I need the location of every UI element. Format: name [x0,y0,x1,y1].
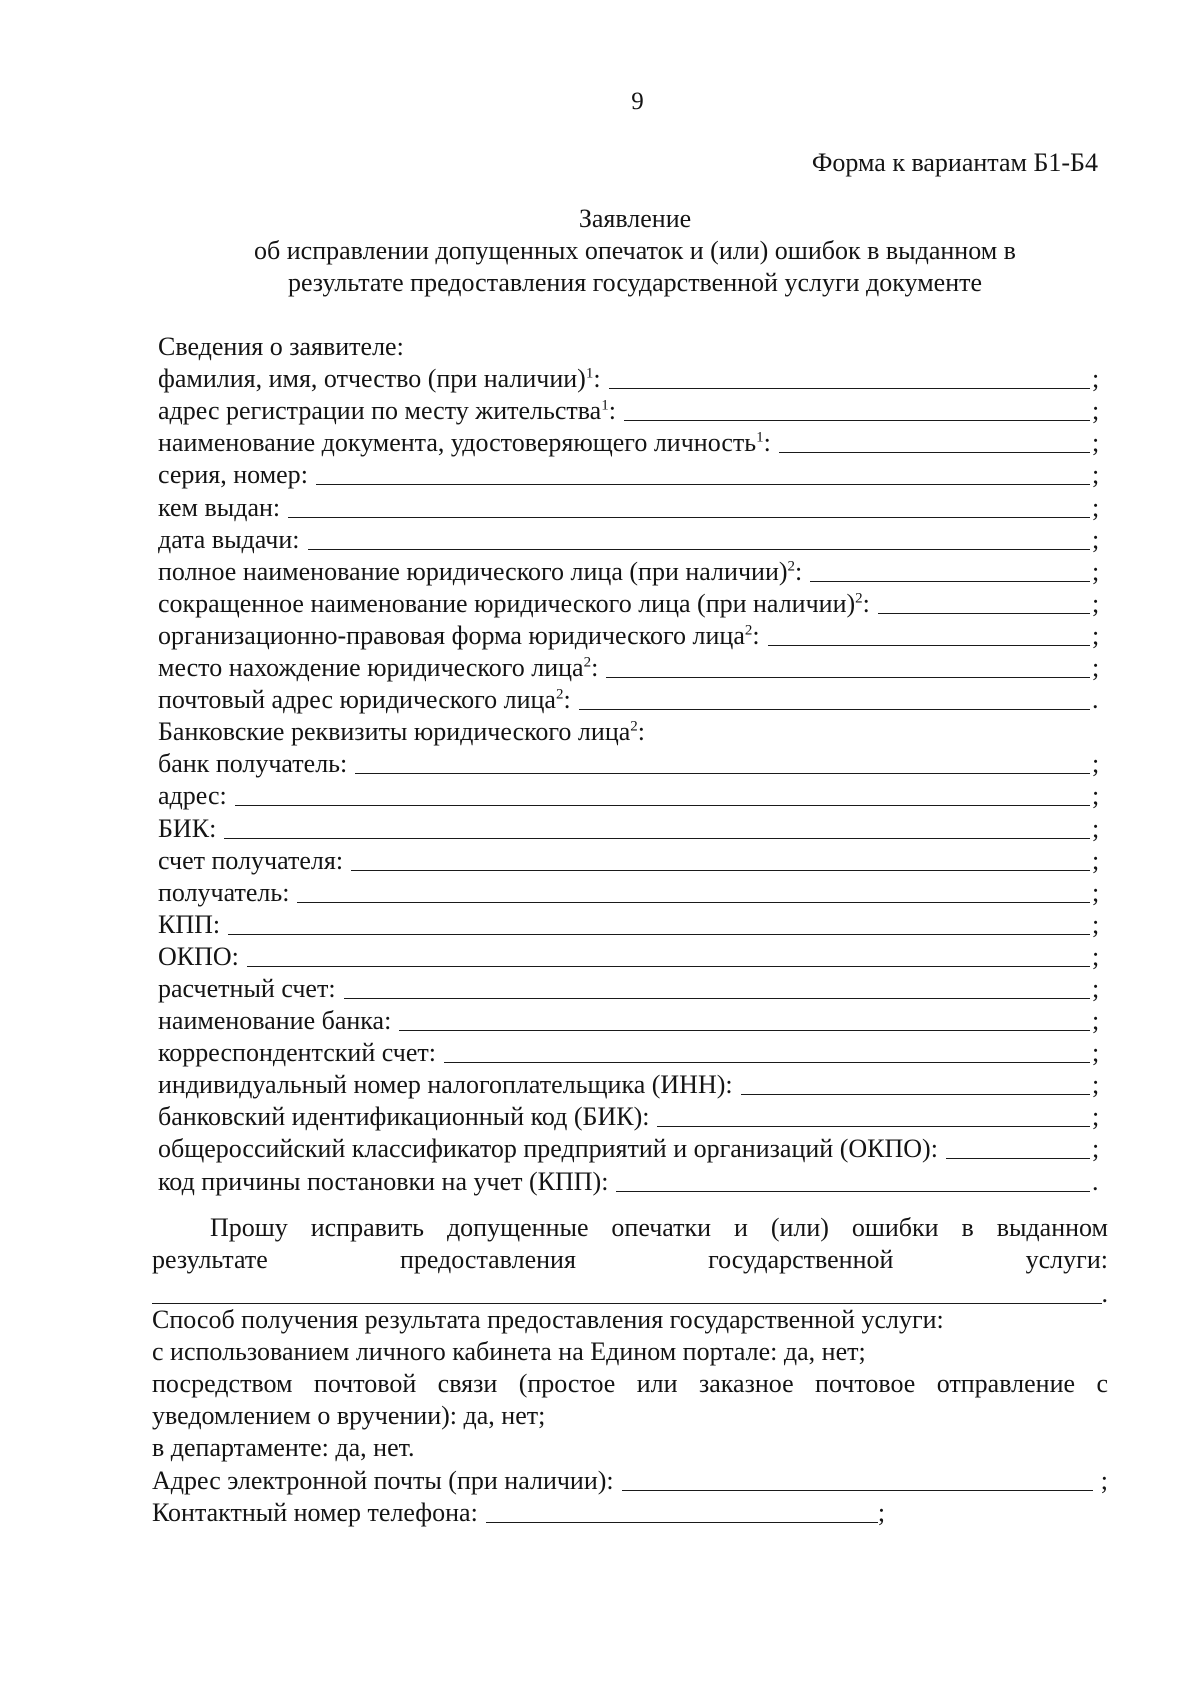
applicant-field-5-input-line[interactable] [308,549,1090,550]
bank-field-0-end: ; [1092,749,1100,779]
applicant-field-8-input-line[interactable] [768,645,1090,646]
bank-field-11-end: ; [1092,1102,1100,1132]
bank-field-7-label-text: расчетный счет [158,973,329,1003]
bank-field-2-end: ; [1092,813,1100,843]
bank-field-7-label: расчетный счет: [158,973,336,1003]
bank-field-7-input-line[interactable] [344,998,1090,999]
applicant-field-4-label-text: кем выдан [158,492,273,522]
applicant-field-0-end: ; [1092,364,1100,394]
delivery-option-department[interactable]: в департаменте: да, нет. [152,1433,415,1462]
bank-field-5-label: КПП: [158,909,221,939]
bank-field-1-label: адрес: [158,781,227,811]
bank-field-10-label-text: индивидуальный номер налогоплательщика (ИНН) [158,1070,726,1100]
bank-field-3-input-line[interactable] [351,870,1090,871]
bank-field-3-label-text: счет получателя [158,845,336,875]
applicant-field-3-label-text: серия, номер [158,460,301,490]
applicant-field-10-input-line[interactable] [579,709,1090,710]
email-input-line[interactable] [622,1490,1093,1491]
request-text-line-1: Прошу исправить допущенные опечатки и (или) ошибки в выданном [210,1213,1108,1242]
applicant-field-0-label [158,364,601,394]
applicant-field-1-end: ; [1092,396,1100,426]
bank-field-8-end: ; [1092,1006,1100,1036]
request-word-0: результате [152,1245,268,1274]
bank-heading [158,715,1108,747]
applicant-field-4 [158,490,1108,522]
applicant-field-10-label [158,685,571,715]
bank-field-9-label: корреспондентский счет: [158,1038,436,1068]
applicant-field-0-colon: : [593,364,601,394]
applicant-field-4-label [158,493,280,523]
bank-field-13 [158,1164,1108,1196]
bank-field-12 [158,1132,1108,1164]
phone-input-line[interactable] [486,1522,878,1523]
applicant-field-10-label-text: почтовый адрес юридического лица [158,685,556,715]
applicant-field-0-footnote: 1 [585,365,594,382]
applicant-heading-text: Сведения о заявителе: [158,332,404,362]
applicant-field-9-colon: : [591,653,599,683]
applicant-field-3 [158,458,1108,490]
applicant-field-6 [158,555,1108,587]
request-word-2: государственной [708,1245,894,1274]
applicant-field-4-colon: : [272,492,281,522]
applicant-field-9-footnote: 2 [583,654,592,671]
request-text-line-2 [152,1244,1108,1276]
bank-heading-label [158,717,645,747]
bank-field-6 [158,940,1108,972]
email-row [152,1464,1108,1496]
applicant-field-3-colon: : [300,460,308,490]
bank-field-7 [158,972,1108,1004]
document-title [160,203,1110,299]
bank-field-6-label: ОКПО: [158,941,239,971]
bank-field-8-label-text: наименование банка [158,1006,385,1036]
title-line-1: Заявление [578,204,692,233]
bank-field-1 [158,779,1108,811]
bank-field-0-label: банк получатель: [158,749,348,779]
bank-field-7-end: ; [1092,973,1100,1003]
phone-row [152,1496,1108,1528]
applicant-field-1 [158,394,1108,426]
applicant-field-4-input-line[interactable] [288,517,1090,518]
bank-field-12-end: ; [1092,1134,1100,1164]
applicant-field-2-colon: : [763,428,771,458]
form-label: Форма к вариантам Б1-Б4 [811,148,1098,177]
bank-field-0-input-line[interactable] [355,773,1090,774]
delivery-option-post[interactable]: посредством почтовой связи (простое или заказное почтовое отправление с уведомлением о вручении): да, нет; [152,1369,1108,1430]
request-word-1: предоставления [399,1245,576,1274]
bank-field-0 [158,747,1108,779]
bank-field-5-end: ; [1092,909,1100,939]
bank-field-1-end: ; [1092,781,1100,811]
bank-field-2-label: БИК: [158,813,217,843]
applicant-field-9-end: ; [1092,653,1100,683]
bank-field-4-label-text: получатель [158,877,283,907]
bank-field-8-label: наименование банка: [158,1006,392,1036]
bank-field-3-label: счет получателя: [158,845,344,875]
bank-heading-label-text: Банковские реквизиты юридического лица [158,717,631,747]
applicant-field-10-end: . [1092,685,1099,715]
bank-field-11-label-text: банковский идентификационный код (БИК) [158,1102,643,1132]
applicant-field-9-label [158,653,598,683]
bank-field-2 [158,811,1108,843]
applicant-field-0-label-text: фамилия, имя, отчество (при наличии) [158,364,586,394]
applicant-field-7-label-text: сокращенное наименование юридического лица (при наличии) [158,588,856,618]
bank-field-4-end: ; [1092,877,1100,907]
applicant-field-1-input-line[interactable] [624,420,1090,421]
applicant-field-2 [158,426,1108,458]
applicant-field-10-footnote: 2 [555,686,564,703]
bank-field-9-label-text: корреспондентский счет [158,1038,429,1068]
phone-end: ; [877,1498,886,1527]
bank-field-5 [158,908,1108,940]
bank-field-9-input-line[interactable] [444,1062,1090,1063]
bank-field-3 [158,844,1108,876]
applicant-field-5 [158,523,1108,555]
page-number: 9 [631,88,644,115]
applicant-field-3-input-line[interactable] [316,484,1090,485]
bank-field-11 [158,1100,1108,1132]
bank-field-11-label: банковский идентификационный код (БИК): [158,1102,650,1132]
applicant-field-4-end: ; [1092,492,1100,522]
applicant-field-8-label [158,621,760,651]
applicant-field-1-label [158,396,616,426]
bank-field-5-label-text: КПП [158,909,213,939]
bank-field-10-label: индивидуальный номер налогоплательщика (ИНН): [158,1070,733,1100]
title-line-2: об исправлении допущенных опечаток и (или) ошибок в выданном в [254,236,1016,265]
applicant-field-1-label-text: адрес регистрации по месту жительства [158,396,602,426]
applicant-field-10 [158,683,1108,715]
bank-field-10-input-line[interactable] [741,1094,1090,1095]
bank-heading-colon: : [637,717,646,747]
applicant-field-8-colon: : [752,620,760,650]
request-details-end: . [1101,1279,1108,1308]
applicant-field-2-label-text: наименование документа, удостоверяющего личность [158,428,757,458]
applicant-field-3-label [158,460,308,490]
applicant-field-7-colon: : [862,588,870,618]
applicant-field-9-label-text: место нахождение юридического лица [158,653,584,683]
bank-field-1-input-line[interactable] [235,805,1090,806]
title-line-3: результате предоставления государственной услуги документе [287,268,983,297]
applicant-field-10-colon: : [563,685,571,715]
applicant-field-8 [158,619,1108,651]
applicant-field-7-input-line[interactable] [878,613,1090,614]
applicant-fields [158,330,1108,1197]
bank-field-5-input-line[interactable] [228,934,1090,935]
applicant-field-5-end: ; [1092,524,1100,554]
applicant-field-6-end: ; [1092,556,1100,586]
applicant-field-9-input-line[interactable] [606,677,1090,678]
applicant-field-1-colon: : [608,396,616,426]
applicant-field-8-label-text: организационно-правовая форма юридического лица [158,620,745,650]
applicant-field-9 [158,651,1108,683]
applicant-field-8-end: ; [1092,620,1100,650]
delivery-section [152,1304,1108,1528]
applicant-field-6-input-line[interactable] [810,581,1090,582]
bank-field-9 [158,1036,1108,1068]
bank-field-10 [158,1068,1108,1100]
request-word-3: услуги: [1025,1245,1108,1274]
bank-field-12-label-text: общероссийский классификатор предприятий и организаций (ОКПО) [158,1134,931,1164]
applicant-heading [158,330,1108,362]
applicant-field-1-footnote: 1 [601,397,609,414]
bank-field-2-input-line[interactable] [224,838,1090,839]
applicant-field-7-end: ; [1092,588,1100,618]
applicant-field-2-end: ; [1092,428,1100,458]
applicant-field-6-label-text: полное наименование юридического лица (при наличии) [158,556,788,586]
bank-heading-footnote: 2 [630,718,638,735]
bank-field-13-input-line[interactable] [616,1191,1090,1192]
applicant-field-5-colon: : [292,524,300,554]
applicant-field-2-input-line[interactable] [779,452,1090,453]
delivery-option-portal[interactable]: с использованием личного кабинета на Едином портале: да, нет; [152,1337,866,1366]
applicant-field-2-footnote: 1 [756,429,764,446]
bank-field-12-label: общероссийский классификатор предприятий и организаций (ОКПО): [158,1134,938,1164]
applicant-field-2-label [158,428,771,458]
applicant-field-7-footnote: 2 [855,590,863,607]
bank-field-6-label-text: ОКПО [158,941,232,971]
email-label: Адрес электронной почты (при наличии): [152,1466,614,1495]
applicant-field-7 [158,587,1108,619]
bank-field-10-end: ; [1092,1070,1100,1100]
bank-field-4-input-line[interactable] [297,902,1090,903]
bank-field-13-label: код причины постановки на учет (КПП): [158,1166,609,1196]
applicant-field-8-footnote: 2 [744,622,753,639]
bank-field-13-label-text: код причины постановки на учет (КПП) [158,1166,602,1196]
bank-field-6-end: ; [1092,941,1100,971]
applicant-field-5-label [158,525,300,555]
bank-field-1-label-text: адрес [158,781,220,811]
applicant-field-6-label [158,557,802,587]
applicant-field-5-label-text: дата выдачи [158,524,293,554]
applicant-field-7-label [158,589,870,619]
applicant-field-0 [158,362,1108,394]
applicant-field-6-colon: : [795,556,803,586]
bank-field-12-input-line[interactable] [946,1158,1090,1159]
bank-field-8-input-line[interactable] [399,1030,1090,1031]
request-section [152,1212,1108,1310]
bank-field-3-end: ; [1092,845,1100,875]
bank-field-9-end: ; [1092,1038,1100,1068]
bank-field-8 [158,1004,1108,1036]
bank-field-11-input-line[interactable] [657,1126,1090,1127]
bank-field-2-label-text: БИК [158,813,210,843]
delivery-heading: Способ получения результата предоставления государственной услуги: [152,1305,944,1334]
phone-label: Контактный номер телефона: [152,1498,478,1527]
bank-field-4 [158,876,1108,908]
bank-field-4-label: получатель: [158,877,290,907]
email-end: ; [1100,1466,1108,1495]
applicant-field-0-input-line[interactable] [609,388,1090,389]
bank-field-0-label-text: банк получатель [158,749,341,779]
bank-field-13-end: . [1092,1166,1099,1196]
applicant-field-3-end: ; [1092,460,1100,490]
applicant-field-6-footnote: 2 [787,558,796,575]
bank-field-6-input-line[interactable] [247,966,1090,967]
